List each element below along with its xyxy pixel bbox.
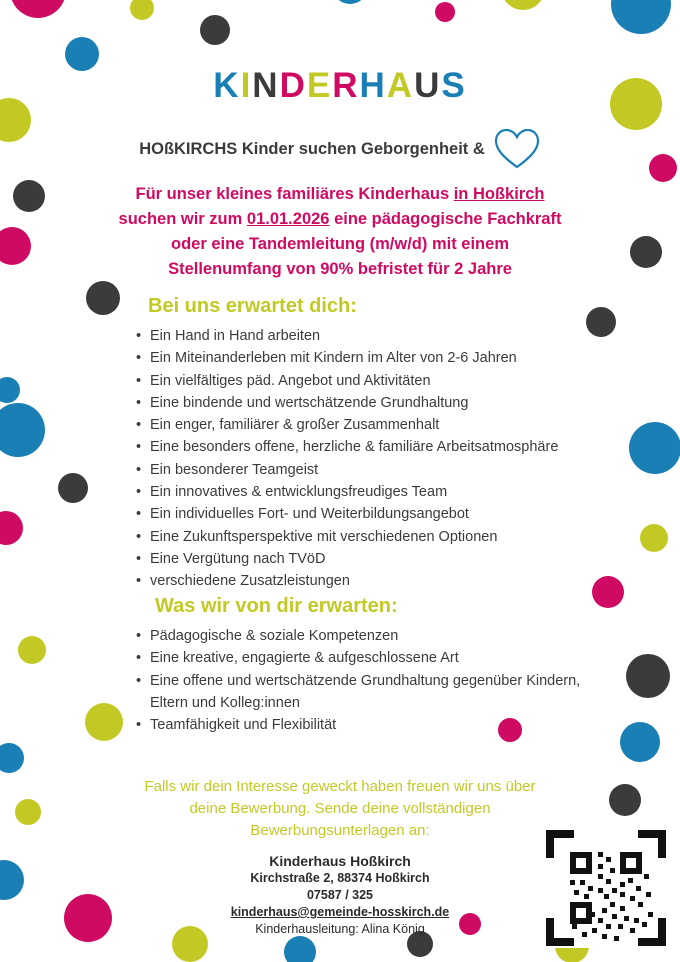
list-item: • Ein innovatives & entwicklungsfreudiges Team	[134, 481, 654, 503]
contact-block	[90, 852, 590, 938]
logo-letter: A	[386, 66, 415, 105]
section-1-list	[134, 325, 654, 593]
list-item: • Ein Miteinanderleben mit Kindern im Alter von 2-6 Jahren	[134, 347, 654, 369]
logo-letter: K	[213, 66, 241, 105]
section-1-heading: Bei uns erwartet dich:	[148, 295, 357, 317]
list-item: • Ein enger, familiärer & großer Zusammenhalt	[134, 414, 654, 436]
logo-letter: D	[279, 66, 307, 105]
intro-line-4: Stellenumfang von 90% befristet für 2 Jahre	[168, 260, 512, 278]
intro-paragraph	[60, 182, 620, 282]
contact-lead: Kinderhausleitung: Alina König	[255, 922, 425, 936]
logo-letter: R	[332, 66, 360, 105]
list-item: • Ein besonderer Teamgeist	[134, 459, 654, 481]
list-item: • Ein vielfältiges päd. Angebot und Aktivitäten	[134, 370, 654, 392]
logo-letter: H	[359, 66, 387, 105]
list-item: • Teamfähigkeit und Flexibilität	[134, 714, 594, 736]
contact-address: Kirchstraße 2, 88374 Hoßkirch	[250, 871, 430, 885]
list-item: • Eine Vergütung nach TVöD	[134, 548, 654, 570]
intro-line-2c: eine pädagogische Fachkraft	[329, 210, 562, 228]
intro-start-date: 01.01.2026	[246, 210, 330, 228]
list-item: • Ein Hand in Hand arbeiten	[134, 325, 654, 347]
intro-location: in Hoßkirch	[453, 185, 545, 203]
intro-line-2a: suchen wir zum	[118, 210, 247, 228]
contact-phone[interactable]: 07587 / 325	[306, 888, 374, 902]
list-item: • Eine offene und wertschätzende Grundhaltung gegenüber Kindern, Eltern und Kolleg:innen	[134, 670, 594, 715]
logo-letter: I	[240, 66, 253, 105]
logo-letter: E	[306, 66, 333, 105]
list-item: • Ein individuelles Fort- und Weiterbildungsangebot	[134, 503, 654, 525]
closing-line-3: Bewerbungsunterlagen an:	[250, 822, 430, 839]
list-item: • Eine besonders offene, herzliche & familiäre Arbeitsatmosphäre	[134, 436, 654, 458]
intro-line-1a: Für unser kleines familiäres Kinderhaus	[135, 185, 454, 203]
contact-email[interactable]: kinderhaus@gemeinde-hosskirch.de	[230, 905, 450, 919]
intro-line-3: oder eine Tandemleitung (m/w/d) mit einem	[171, 235, 509, 253]
logo-letter: U	[414, 66, 442, 105]
section-2-list	[134, 625, 594, 736]
list-item: • verschiedene Zusatzleistungen	[134, 570, 654, 592]
tagline-text: HOßKIRCHS Kinder suchen Geborgenheit &	[139, 140, 485, 158]
closing-line-1: Falls wir dein Interesse geweckt haben freuen wir uns über	[144, 778, 536, 795]
contact-name: Kinderhaus Hoßkirch	[269, 853, 411, 869]
closing-paragraph	[90, 776, 590, 842]
heart-icon	[493, 128, 541, 175]
section-2-heading: Was wir von dir erwarten:	[155, 595, 398, 617]
closing-line-2: deine Bewerbung. Sende deine vollständigen	[189, 800, 491, 817]
kinderhaus-logo	[0, 66, 680, 106]
list-item: • Eine bindende und wertschätzende Grundhaltung	[134, 392, 654, 414]
list-item: • Eine kreative, engagierte & aufgeschlossene Art	[134, 647, 594, 669]
list-item: • Pädagogische & soziale Kompetenzen	[134, 625, 594, 647]
tagline-row	[0, 126, 680, 173]
logo-letter: N	[252, 66, 280, 105]
logo-letter: S	[441, 66, 467, 105]
list-item: • Eine Zukunftsperspektive mit verschiedenen Optionen	[134, 526, 654, 548]
qr-code[interactable]	[546, 828, 666, 948]
